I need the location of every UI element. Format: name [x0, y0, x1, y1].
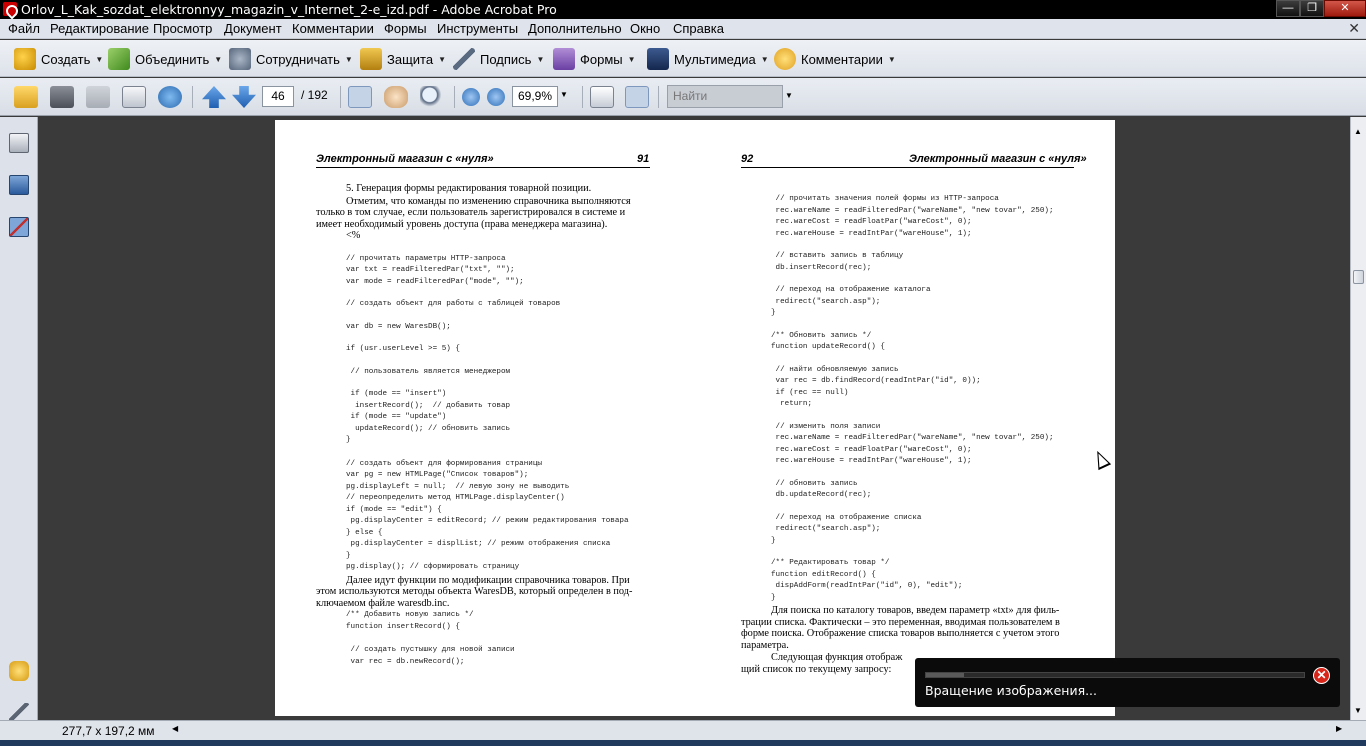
windows-taskbar — [0, 740, 1366, 746]
close-button[interactable]: ✕ — [1324, 0, 1366, 17]
bookmarks-icon[interactable] — [9, 175, 29, 195]
task-create[interactable] — [14, 46, 103, 72]
code-line: pg.display(); // сформировать страницу — [346, 563, 520, 571]
comment-bubble-icon — [774, 48, 796, 70]
text-line: Отметим, что команды по изменению справочника выполняются — [346, 195, 631, 207]
code-line: } — [346, 436, 351, 444]
menu-help[interactable]: Справка — [673, 21, 724, 36]
lock-icon — [360, 48, 382, 70]
code-line: if (rec == null) — [771, 388, 849, 397]
text-line: этом используются методы объекта WaresDB, который определен в под- — [316, 586, 633, 597]
fit-page-icon[interactable] — [625, 86, 649, 108]
code-line: return; — [771, 400, 813, 408]
task-collaborate[interactable] — [229, 46, 353, 72]
code-line: insertRecord(); // добавить товар — [346, 401, 511, 410]
code-line: rec.wareCost = readFloatPar("wareCost", 0); — [771, 445, 972, 454]
code-line: var rec = db.findRecord(readIntPar("id", 0)); — [771, 377, 981, 385]
code-line: } else { — [346, 528, 383, 537]
code-line: redirect("search.asp"); — [771, 297, 881, 306]
code-line: pg.displayLeft = null; // левую зону не выводить — [346, 482, 570, 491]
code-line: } — [771, 593, 776, 602]
code-line: var pg = new HTMLPage("Список товаров"); — [346, 471, 529, 479]
navigation-pane — [0, 117, 38, 720]
window-title: Orlov_L_Kak_sozdat_elektronnyy_magazin_v_Internet_2-e_izd.pdf - Adobe Acrobat Pro — [21, 2, 557, 17]
acrobat-app-icon[interactable] — [3, 2, 17, 16]
open-folder-icon[interactable] — [14, 86, 38, 108]
scroll-up-icon[interactable]: ▲ — [1354, 127, 1362, 136]
page-count: / 192 — [301, 88, 328, 102]
scrolling-mode-icon[interactable] — [590, 86, 614, 108]
window-controls — [1276, 0, 1366, 17]
code-line: db.updateRecord(rec); — [771, 491, 872, 499]
menu-document[interactable]: Документ — [224, 21, 282, 36]
vertical-scrollbar[interactable] — [1350, 117, 1366, 720]
toolbar-separator — [192, 86, 193, 108]
task-multimedia-label: Мультимедиа — [674, 51, 756, 67]
progress-message: Вращение изображения... — [925, 683, 1098, 698]
code-line: if (mode == "insert") — [346, 390, 447, 398]
text-line: только в том случае, если пользователь зарегистрировался в системе и — [316, 207, 626, 218]
code-line: pg.displayCenter = editRecord; // режим редактирования товара — [346, 517, 629, 525]
find-input[interactable]: Найти — [667, 85, 783, 108]
print-icon[interactable] — [50, 86, 74, 108]
progress-dialog — [915, 658, 1340, 707]
zoom-level-input[interactable]: 69,9% — [512, 86, 558, 107]
scroll-left-icon[interactable]: ◀ — [172, 724, 179, 733]
scrollbar-thumb[interactable] — [1353, 270, 1364, 284]
code-line: } — [771, 536, 776, 545]
code-line: /** Добавить новую запись */ — [346, 611, 474, 619]
page-number-input[interactable]: 46 — [262, 86, 294, 107]
code-line: var rec = db.newRecord(); — [346, 657, 465, 666]
comments-panel-icon[interactable] — [9, 661, 29, 681]
tasks-toolbar — [0, 40, 1366, 77]
code-line: /** Редактировать товар */ — [771, 559, 890, 567]
code-line: function editRecord() { — [771, 570, 876, 579]
text-line: Для поиска по каталогу товаров, введем параметр «txt» для филь- — [771, 605, 1060, 616]
zoom-dropdown-icon[interactable]: ▼ — [560, 90, 568, 99]
text-line: щий список по текущему запросу: — [741, 663, 892, 675]
page-size-readout: 277,7 x 197,2 мм — [62, 724, 155, 738]
code-line: // изменить поля записи — [771, 422, 881, 431]
left-header-rule — [316, 167, 650, 168]
text-line: форме поиска. Отображение списка товаров выполняется с учетом этого — [741, 628, 1060, 639]
code-line: rec.wareCost = readFloatPar("wareCost", 0); — [771, 218, 972, 226]
scroll-right-icon[interactable]: ▶ — [1336, 724, 1343, 733]
right-header-rule — [741, 167, 1074, 168]
code-line: db.insertRecord(rec); — [771, 263, 872, 272]
scroll-down-icon[interactable]: ▼ — [1354, 706, 1362, 715]
email-icon[interactable] — [122, 86, 146, 108]
code-line: // создать объект для работы с таблицей товаров — [346, 300, 561, 308]
task-combine[interactable] — [108, 46, 222, 72]
toolbar-separator — [454, 86, 455, 108]
hand-tool-icon[interactable] — [384, 86, 408, 108]
task-collaborate-label: Сотрудничать — [256, 51, 340, 67]
maximize-button[interactable]: ❐ — [1300, 0, 1324, 17]
task-secure-label: Защита — [387, 51, 434, 67]
text-line: Далее идут функции по модификации справочника товаров. При — [346, 574, 630, 586]
code-line: rec.wareName = readFilteredPar("wareName", "new tovar", 250); — [771, 206, 1054, 215]
code-line: /** Обновить запись */ — [771, 331, 872, 340]
code-line: // прочитать параметры HTTP-запроса — [346, 254, 506, 263]
code-line: var db = new WaresDB(); — [346, 322, 451, 331]
toolbar-separator — [340, 86, 341, 108]
code-line: if (mode == "update") — [346, 413, 447, 421]
code-line: var txt = readFilteredPar("txt", ""); — [346, 266, 515, 274]
task-comments[interactable] — [774, 46, 896, 72]
menu-view[interactable]: Просмотр — [153, 21, 213, 36]
menu-forms[interactable]: Формы — [384, 21, 427, 36]
task-sign[interactable] — [453, 46, 544, 72]
select-tool-icon[interactable] — [348, 86, 372, 108]
next-page-icon[interactable] — [232, 86, 256, 108]
cancel-progress-icon[interactable]: ✕ — [1313, 667, 1330, 684]
menu-comments[interactable]: Комментарии — [292, 21, 374, 36]
code-line: pg.displayCenter = displList; // режим отображения списка — [346, 540, 611, 548]
right-page-number: 92 — [741, 153, 754, 165]
code-line: // создать пустышку для новой записи — [346, 646, 515, 654]
task-create-label: Создать — [41, 51, 91, 67]
code-line: } — [771, 309, 776, 317]
code-line: // переход на отображение списка — [771, 513, 922, 522]
previous-page-icon[interactable] — [202, 86, 226, 108]
dropdown-arrow-icon: ▼ — [344, 54, 353, 64]
minimize-button[interactable]: — — [1276, 0, 1300, 17]
menu-tools[interactable]: Инструменты — [437, 21, 519, 36]
find-dropdown-icon[interactable]: ▼ — [785, 91, 793, 100]
text-line: параметра. — [741, 639, 789, 651]
code-line: // создать объект для формирования страницы — [346, 459, 542, 468]
progress-bar-fill — [926, 673, 964, 677]
task-sign-label: Подпись — [480, 51, 532, 67]
title-bar — [0, 0, 1366, 19]
task-comments-label: Комментарии — [801, 51, 883, 67]
dropdown-arrow-icon: ▼ — [536, 54, 545, 64]
menu-window[interactable]: Окно — [630, 21, 661, 36]
code-line: rec.wareHouse = readIntPar("wareHouse", 1); — [771, 457, 972, 465]
toolbar-separator — [582, 86, 583, 108]
collaborate-icon — [229, 48, 251, 70]
task-combine-label: Объединить — [135, 51, 210, 67]
code-line: redirect("search.asp"); — [771, 525, 881, 533]
status-bar — [0, 720, 1366, 740]
code-line: rec.wareName = readFilteredPar("wareName", "new tovar", 250); — [771, 434, 1054, 442]
document-close-icon[interactable]: ✕ — [1348, 20, 1360, 36]
multimedia-icon — [647, 48, 669, 70]
dropdown-arrow-icon: ▼ — [627, 54, 636, 64]
code-line: // обновить запись — [771, 479, 858, 488]
code-line: } — [346, 551, 351, 560]
text-line: ключаемом файле waresdb.inc. — [316, 597, 450, 609]
text-line: 5. Генерация формы редактирования товарной позиции. — [346, 183, 592, 194]
pen-icon — [453, 48, 475, 70]
code-line: dispAddForm(readIntPar("id", 0), "edit"); — [771, 582, 963, 590]
task-multimedia[interactable] — [647, 46, 769, 72]
menu-bar — [0, 19, 1366, 39]
menu-edit[interactable]: Редактирование — [50, 21, 150, 36]
code-line: if (mode == "edit") { — [346, 505, 442, 514]
task-secure[interactable] — [360, 46, 446, 72]
code-line: updateRecord(); // обновить запись — [346, 424, 511, 433]
text-line: трации списка. Фактически – это переменная, вводимая пользователем в — [741, 616, 1060, 628]
menu-advanced[interactable]: Дополнительно — [528, 21, 622, 36]
code-line: if (usr.userLevel >= 5) { — [346, 345, 460, 353]
page-thumbnails-icon[interactable] — [9, 133, 29, 153]
menu-file[interactable]: Файл — [8, 21, 40, 36]
dropdown-arrow-icon: ▼ — [95, 54, 104, 64]
pdf-two-page-spread[interactable] — [275, 120, 1115, 716]
code-line: // переопределить метод HTMLPage.displayCenter() — [346, 494, 565, 502]
text-line: имеет необходимый уровень доступа (права менеджера магазина). — [316, 218, 608, 230]
zoom-in-icon[interactable] — [487, 88, 505, 106]
left-page-number: 91 — [637, 153, 650, 165]
dropdown-arrow-icon: ▼ — [214, 54, 223, 64]
globe-icon[interactable] — [158, 86, 182, 108]
code-line: rec.wareHouse = readIntPar("wareHouse", 1); — [771, 229, 972, 238]
text-line: Следующая функция отображ — [771, 652, 903, 663]
save-icon[interactable] — [86, 86, 110, 108]
code-line: // вставить запись в таблицу — [771, 252, 904, 260]
code-line: // прочитать значения полей формы из HTTP-запроса — [771, 195, 999, 203]
task-forms-label: Формы — [580, 51, 623, 67]
task-forms[interactable] — [553, 46, 636, 72]
code-line: function insertRecord() { — [346, 622, 460, 631]
left-running-head: Электронный магазин с «нуля» — [316, 153, 494, 165]
progress-bar — [925, 672, 1305, 678]
code-line: var mode = readFilteredPar("mode", ""); — [346, 277, 524, 286]
dropdown-arrow-icon: ▼ — [887, 54, 896, 64]
dropdown-arrow-icon: ▼ — [438, 54, 446, 64]
text-line: <% — [346, 230, 361, 241]
zoom-out-icon[interactable] — [462, 88, 480, 106]
zoom-marquee-icon[interactable] — [420, 86, 444, 108]
dropdown-arrow-icon: ▼ — [760, 54, 769, 64]
code-line: // пользователь является менеджером — [346, 367, 511, 376]
forms-icon — [553, 48, 575, 70]
signatures-icon[interactable] — [9, 217, 29, 237]
toolbar-separator — [658, 86, 659, 108]
right-running-head: Электронный магазин с «нуля» — [909, 153, 1087, 165]
code-line: // переход на отображение каталога — [771, 286, 931, 294]
code-line: // найти обновляемую запись — [771, 365, 899, 374]
create-pdf-icon — [14, 48, 36, 70]
combine-files-icon — [108, 48, 130, 70]
code-line: function updateRecord() { — [771, 343, 885, 351]
